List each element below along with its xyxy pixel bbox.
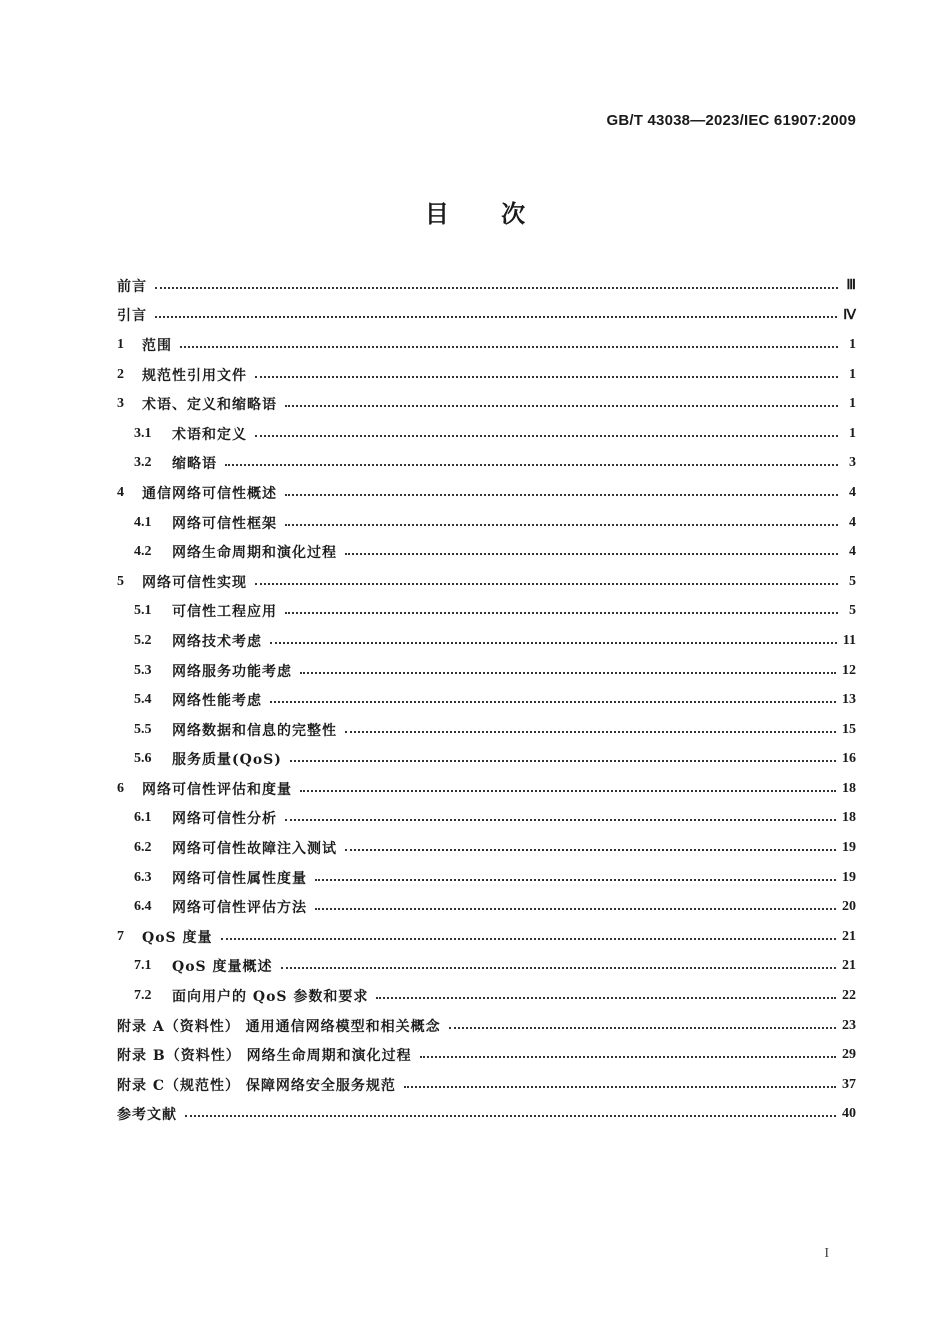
toc-entry-page: 11 [842,632,856,648]
toc-entry[interactable] [117,1040,856,1070]
toc-entry[interactable] [117,656,856,686]
toc-entry-label: 网络生命周期和演化过程 [172,545,337,562]
toc-dot-leader [185,1115,836,1117]
toc-entry-page: 1 [849,366,856,382]
toc-entry-label: 术语、定义和缩略语 [142,397,277,414]
toc-entry[interactable] [117,478,856,508]
toc-entry-page: 4 [849,544,856,560]
toc-entry-page: 37 [842,1076,856,1092]
toc-entry-page: 3 [849,455,856,471]
toc-entry-number: 5.3 [134,662,152,678]
toc-entry-label: 网络可信性属性度量 [172,870,307,887]
toc-entry-label: 网络可信性分析 [172,811,277,828]
toc-entry-number: 5.5 [134,721,152,737]
page-title: 目 次 [424,200,526,228]
toc-entry-page: 1 [849,396,856,412]
toc-entry[interactable] [117,301,856,331]
toc-entry[interactable] [117,1100,856,1130]
page-header-code: GB/T 43038—2023/IEC 61907:2009 [606,112,856,129]
toc-entry-number: 3.2 [134,455,152,471]
toc-entry-label: 附录 C（规范性） 保障网络安全服务规范 [117,1077,396,1094]
toc-entry[interactable] [117,449,856,479]
toc-entry-page: 18 [842,780,856,796]
toc-dot-leader [285,612,838,614]
toc-dot-leader [281,967,836,969]
toc-dot-leader [270,642,837,644]
toc-dot-leader [255,435,838,437]
toc-entry-number: 4.2 [134,544,152,560]
toc-entry-number: 6.1 [134,810,152,826]
toc-entry[interactable] [117,981,856,1011]
toc-entry[interactable] [117,892,856,922]
toc-entry-label: 网络可信性评估和度量 [142,781,292,798]
toc-entry[interactable] [117,389,856,419]
toc-entry-page: 5 [849,573,856,589]
toc-entry-number: 5.6 [134,751,152,767]
toc-entry-page: 4 [849,514,856,530]
toc-entry-label: 缩略语 [172,456,217,473]
toc-entry[interactable] [117,833,856,863]
toc-entry-label: QoS 度量概述 [172,959,273,976]
toc-entry-label: 网络服务功能考虑 [172,663,292,680]
toc-entry-number: 7 [117,928,124,944]
toc-entry-label: 引言 [117,308,147,325]
toc-entry-label: 通信网络可信性概述 [142,485,277,502]
toc-entry-label: 服务质量(QoS) [172,752,282,769]
toc-entry-number: 6.4 [134,899,152,915]
toc-entry-page: 18 [842,810,856,826]
toc-entry-number: 5.1 [134,603,152,619]
toc-entry-page: 20 [842,899,856,915]
toc-entry-page: 22 [842,988,856,1004]
table-of-contents [117,271,856,1129]
toc-entry-number: 6.2 [134,840,152,856]
toc-entry-page: 19 [842,840,856,856]
toc-entry-number: 7.1 [134,958,152,974]
toc-entry-label: 网络技术考虑 [172,633,262,650]
toc-entry-page: 19 [842,869,856,885]
toc-dot-leader [449,1027,836,1029]
toc-dot-leader [300,672,836,674]
toc-entry-number: 5.4 [134,692,152,708]
toc-entry-number: 3.1 [134,425,152,441]
footer-page-number: I [824,1246,829,1261]
toc-entry[interactable] [117,567,856,597]
toc-entry-page: 15 [842,721,856,737]
toc-entry-page: 23 [842,1017,856,1033]
toc-dot-leader [155,316,837,318]
toc-entry[interactable] [117,952,856,982]
toc-entry[interactable] [117,626,856,656]
toc-dot-leader [180,346,838,348]
toc-entry[interactable] [117,715,856,745]
toc-dot-leader [255,376,838,378]
toc-dot-leader [285,524,838,526]
toc-dot-leader [345,731,836,733]
toc-entry[interactable] [117,537,856,567]
toc-entry-label: 网络可信性实现 [142,574,247,591]
toc-entry-page: 13 [842,692,856,708]
toc-dot-leader [404,1086,836,1088]
toc-entry-page: 1 [849,425,856,441]
toc-dot-leader [225,464,838,466]
toc-entry-page: 4 [849,484,856,500]
toc-dot-leader [285,494,838,496]
toc-entry-label: 网络可信性故障注入测试 [172,841,337,858]
toc-entry-page: Ⅳ [843,307,856,323]
toc-entry-page: 21 [842,958,856,974]
toc-dot-leader [221,938,836,940]
toc-dot-leader [155,287,838,289]
toc-entry[interactable] [117,1011,856,1041]
toc-entry-page: 29 [842,1047,856,1063]
toc-entry[interactable] [117,330,856,360]
toc-entry-label: 面向用户的 QoS 参数和要求 [172,989,369,1006]
toc-entry-label: 附录 B（资料性） 网络生命周期和演化过程 [117,1048,412,1065]
toc-dot-leader [315,879,836,881]
toc-entry-label: 网络数据和信息的完整性 [172,722,337,739]
toc-entry-page: Ⅲ [846,278,856,294]
toc-dot-leader [285,405,838,407]
toc-entry-page: 1 [849,336,856,352]
toc-entry-number: 2 [117,366,124,382]
toc-entry[interactable] [117,271,856,301]
toc-dot-leader [420,1056,836,1058]
toc-entry[interactable] [117,745,856,775]
toc-entry[interactable] [117,922,856,952]
toc-dot-leader [285,819,836,821]
toc-entry-label: 范围 [142,337,172,354]
toc-entry-label: 网络可信性评估方法 [172,900,307,917]
toc-dot-leader [300,790,836,792]
toc-entry[interactable] [117,360,856,390]
toc-entry[interactable] [117,419,856,449]
toc-entry-label: 术语和定义 [172,426,247,443]
toc-entry[interactable] [117,508,856,538]
toc-dot-leader [345,849,836,851]
toc-dot-leader [315,908,836,910]
toc-entry-label: 附录 A（资料性） 通用通信网络模型和相关概念 [117,1018,441,1035]
toc-dot-leader [255,583,838,585]
toc-entry[interactable] [117,597,856,627]
toc-entry[interactable] [117,804,856,834]
toc-entry-number: 6.3 [134,869,152,885]
toc-entry-label: 参考文献 [117,1107,177,1124]
toc-entry[interactable] [117,863,856,893]
toc-entry[interactable] [117,774,856,804]
toc-entry-page: 21 [842,928,856,944]
toc-entry-number: 4.1 [134,514,152,530]
toc-entry-number: 3 [117,396,124,412]
toc-entry-number: 5.2 [134,632,152,648]
toc-entry-number: 5 [117,573,124,589]
toc-entry-label: 网络性能考虑 [172,693,262,710]
toc-dot-leader [290,760,836,762]
toc-entry-page: 5 [849,603,856,619]
toc-entry-number: 7.2 [134,988,152,1004]
toc-entry-label: 规范性引用文件 [142,367,247,384]
toc-entry-page: 12 [842,662,856,678]
toc-entry-page: 40 [842,1106,856,1122]
toc-entry-number: 1 [117,336,124,352]
toc-entry-page: 16 [842,751,856,767]
toc-entry-number: 6 [117,780,124,796]
toc-entry-label: 前言 [117,278,147,295]
toc-dot-leader [270,701,836,703]
toc-entry-label: 可信性工程应用 [172,604,277,621]
toc-entry[interactable] [117,1070,856,1100]
toc-dot-leader [345,553,838,555]
toc-dot-leader [376,997,836,999]
toc-entry-number: 4 [117,484,124,500]
toc-entry[interactable] [117,685,856,715]
toc-entry-label: QoS 度量 [142,929,213,946]
toc-entry-label: 网络可信性框架 [172,515,277,532]
